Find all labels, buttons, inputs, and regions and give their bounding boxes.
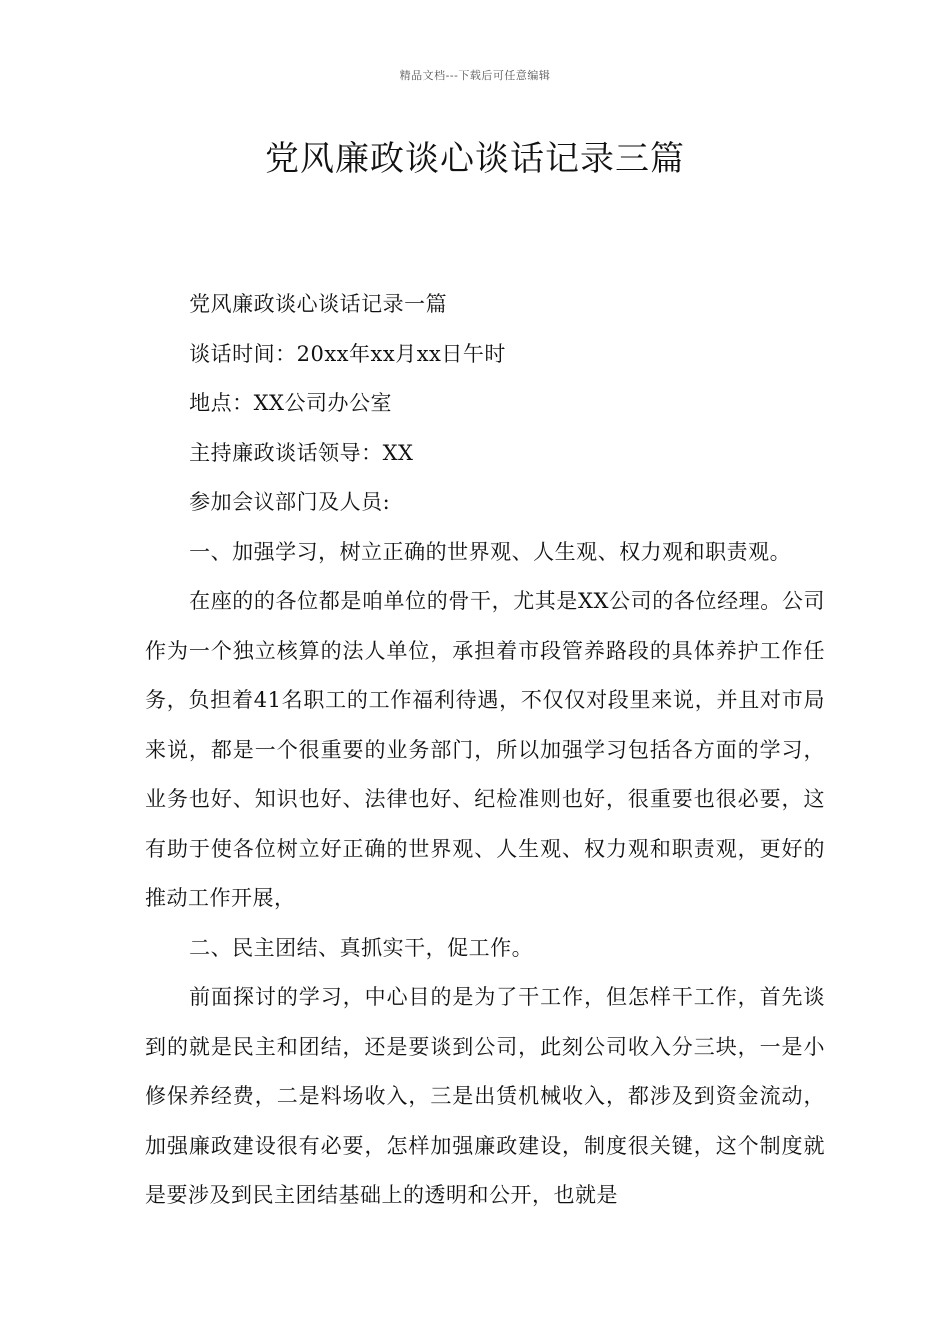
paragraph-subtitle: 党风廉政谈心谈话记录一篇 xyxy=(189,292,448,316)
paragraph-time: 谈话时间：20xx年xx月xx日午时 xyxy=(189,341,506,366)
document-body xyxy=(145,280,825,1221)
paragraph-location: 地点：XX公司办公室 xyxy=(189,391,392,415)
paragraph-body-one: 在座的的各位都是咱单位的骨干，尤其是XX公司的各位经理。公司作为一个独立核算的法人单位，承担着市段管养路段的具体养护工作任务，负担着41名职工的工作福利待遇，不仅仅对段里来说，并且对市局来说，都是一个很重要的业务部门，所以加强学习包括各方面的学习，业务也好、知识也好、法律也好、纪检准则也好，很重要也很必要，这有助于使各位树立好正确的世界观、人生观、权力观和职责观，更好的推动工作开展， xyxy=(145,589,825,910)
header-note: 精品文档---下载后可任意编辑 xyxy=(399,69,551,82)
paragraph-section-two: 二、民主团结、真抓实干，促工作。 xyxy=(189,935,534,960)
paragraph-attendees: 参加会议部门及人员: xyxy=(189,490,391,514)
paragraph-host: 主持廉政谈话领导：XX xyxy=(189,440,414,465)
document-title: 党风廉政谈心谈话记录三篇 xyxy=(265,139,685,179)
paragraph-body-two: 前面探讨的学习，中心目的是为了干工作，但怎样干工作，首先谈到的就是民主和团结，还是要谈到公司，此刻公司收入分三块，一是小修保养经费，二是料场收入，三是出赁机械收入，都涉及到资金流动，加强廉政建设很有必要，怎样加强廉政建设，制度很关键，这个制度就是要涉及到民主团结基础上的透明和公开，也就是 xyxy=(145,985,825,1207)
paragraph-section-one: 一、加强学习，树立正确的世界观、人生观、权力观和职责观。 xyxy=(189,539,792,564)
